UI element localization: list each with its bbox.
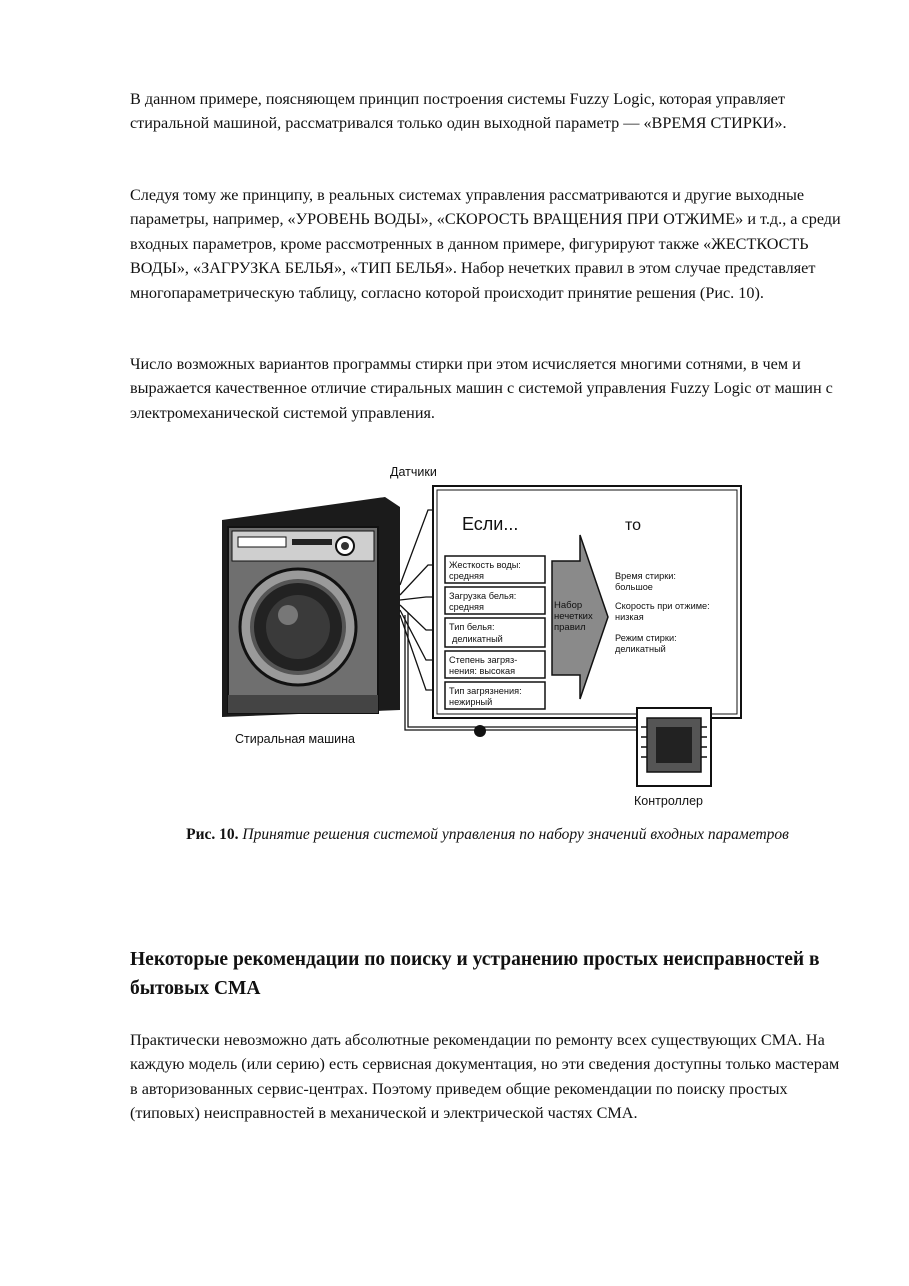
controller-chip-illustration [637, 708, 711, 786]
input-1-line1: Жесткость воды: [449, 560, 521, 570]
input-5-line1: Тип загрязнения: [449, 686, 522, 696]
washing-machine-illustration [222, 497, 400, 717]
paragraph-variants: Число возможных вариантов программы стирки при этом исчисляется многими сотнями, в чем и выражается качественное отличие стиральных машин с системой управления Fuzzy Logic от машин с электромеханической системой управления. [130, 355, 833, 422]
section-heading: Некоторые рекомендации по поиску и устранению простых неисправностей в бытовых СМА [130, 949, 820, 999]
output-2-line1: Скорость при отжиме: [615, 601, 710, 611]
paragraph-intro: В данном примере, поясняющем принцип построения системы Fuzzy Logic, которая управляет стиральной машиной, рассматривался только один выходной параметр — «ВРЕМЯ СТИРКИ». [130, 90, 787, 133]
input-3-line1: Тип белья: [449, 622, 495, 632]
input-2-line2: средняя [449, 602, 484, 612]
caption-label: Рис. 10. [186, 826, 239, 843]
controller-label: Контроллер [634, 794, 703, 808]
input-3-line2: деликатный [452, 634, 503, 644]
arrow-text-line1: Набор [554, 600, 583, 611]
output-3-line2: деликатный [615, 644, 666, 654]
output-2-line2: низкая [615, 612, 644, 622]
figure-fuzzy-logic-diagram [200, 455, 770, 815]
caption-text: Принятие решения системой управления по набору значений входных параметров [242, 826, 789, 843]
input-4-line2: нения: высокая [449, 666, 516, 676]
input-4-line1: Степень загряз- [449, 655, 518, 665]
paragraph-recommendations: Практически невозможно дать абсолютные рекомендации по ремонту всех существующих СМА. На каждую модель (или серию) есть сервисная документация, но эти сведения доступны только мастерам в авторизованных сервис-центрах. Поэтому приведем общие рекомендации по поиску простых (типовых) неисправностей в механической и электрической частях СМА. [130, 1031, 840, 1123]
if-label: Если... [462, 514, 519, 534]
input-1-line2: средняя [449, 571, 484, 581]
output-1-line1: Время стирки: [615, 571, 676, 581]
input-5-line2: нежирный [449, 697, 493, 707]
arrow-text-line2: нечетких [554, 611, 593, 622]
input-2-line1: Загрузка белья: [449, 591, 517, 601]
input-conditions [445, 556, 545, 709]
washing-machine-label: Стиральная машина [235, 732, 355, 746]
arrow-text-line3: правил [554, 622, 586, 633]
output-3-line1: Режим стирки: [615, 633, 677, 643]
then-label: то [625, 517, 642, 534]
sensors-label: Датчики [390, 465, 437, 479]
paragraph-principle: Следуя тому же принципу, в реальных системах управления рассматриваются и другие выходные параметры, например, «УРОВЕНЬ ВОДЫ», «СКОРОСТЬ ВРАЩЕНИЯ ПРИ ОТЖИМЕ» и т.д., а среди входных параметров, кроме рассмотренных в данном примере, фигурируют также «ЖЕСТКОСТЬ ВОДЫ», «ЗАГРУЗКА БЕЛЬЯ», «ТИП БЕЛЬЯ». Набор нечетких правил в этом случае представляет многопараметрическую таблицу, согласно которой происходит принятие решения (Рис. 10). [130, 186, 841, 302]
output-1-line2: большое [615, 582, 653, 592]
wire-connector-dot [474, 725, 486, 737]
figure-caption [160, 823, 815, 847]
